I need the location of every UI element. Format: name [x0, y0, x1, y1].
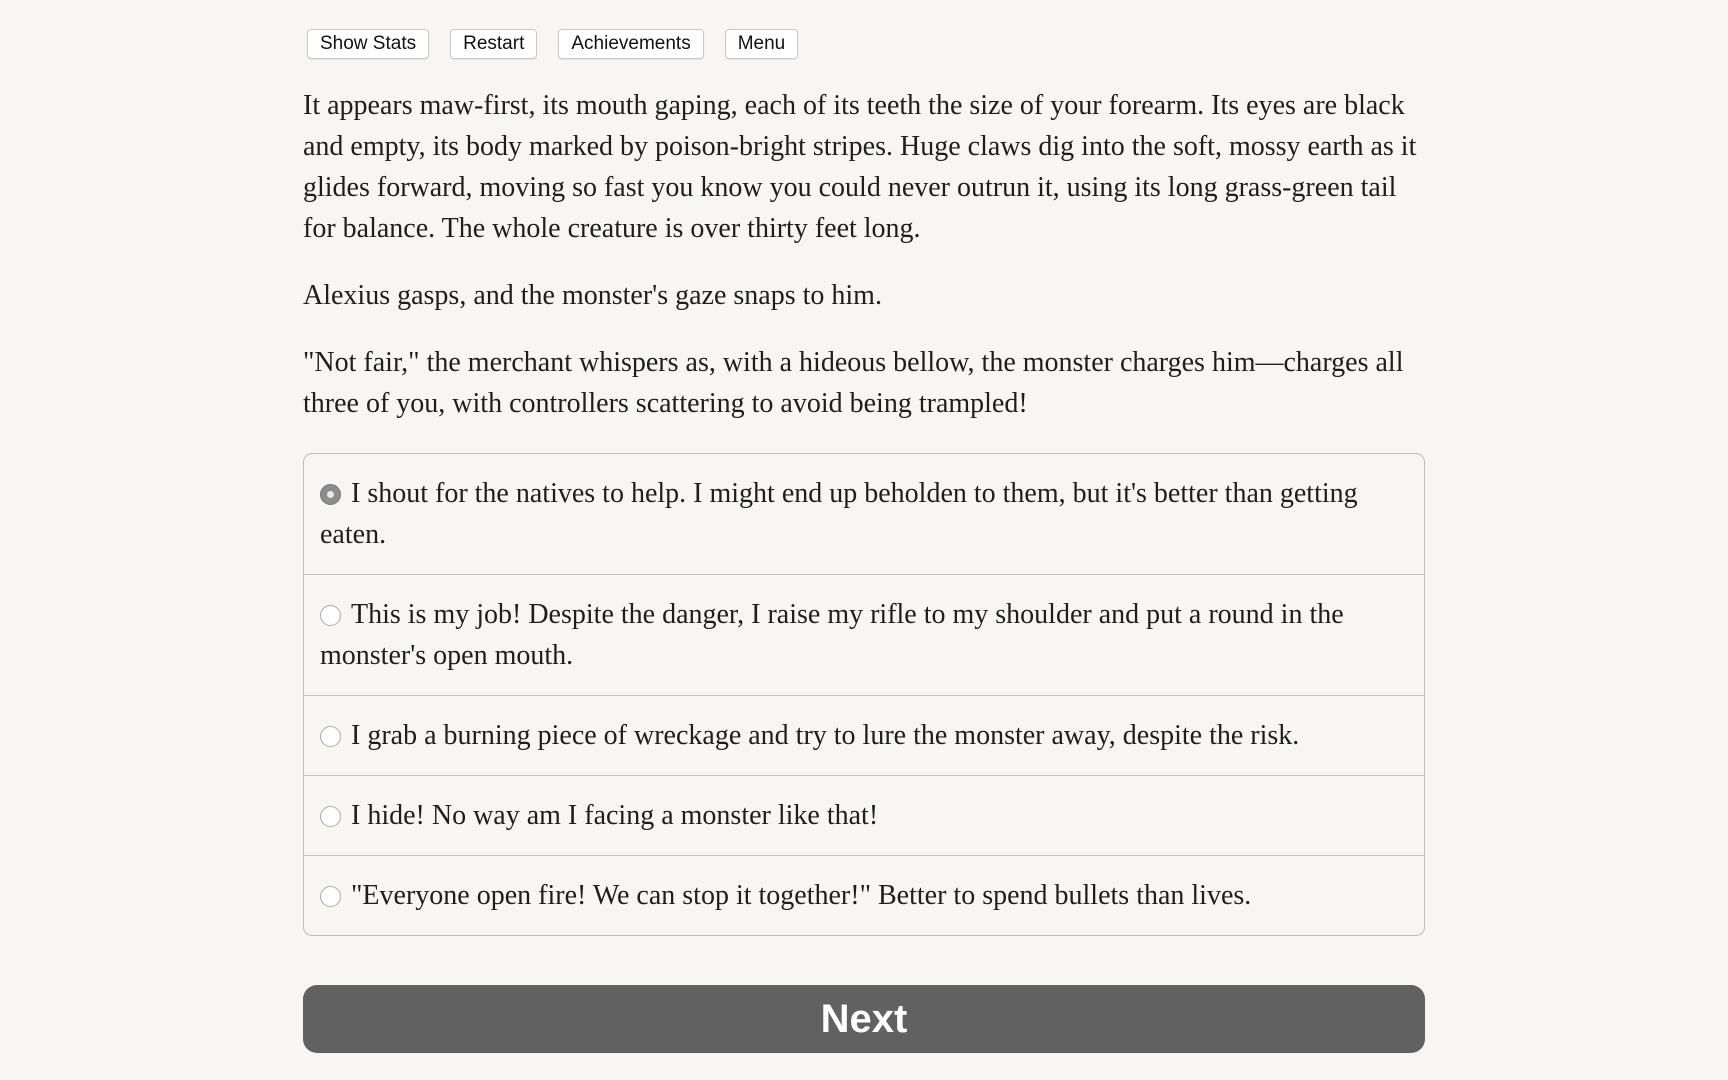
- choice-text: This is my job! Despite the danger, I raise my rifle to my shoulder and put a round in the monster's open mouth.: [320, 599, 1344, 671]
- show-stats-button[interactable]: Show Stats: [307, 29, 429, 59]
- achievements-button[interactable]: Achievements: [558, 29, 703, 59]
- next-button[interactable]: Next: [303, 985, 1425, 1053]
- restart-button[interactable]: Restart: [450, 29, 537, 59]
- choice-option[interactable]: [304, 856, 1424, 935]
- choice-list: [303, 453, 1425, 936]
- choice-text: I grab a burning piece of wreckage and try to lure the monster away, despite the risk.: [351, 720, 1300, 751]
- choice-text: I hide! No way am I facing a monster like that!: [351, 800, 879, 831]
- story-text: [303, 85, 1423, 450]
- choice-option[interactable]: [304, 454, 1424, 575]
- radio-button[interactable]: [320, 484, 341, 505]
- top-toolbar: [307, 29, 798, 59]
- choice-option[interactable]: [304, 776, 1424, 856]
- story-paragraph: Alexius gasps, and the monster's gaze snaps to him.: [303, 280, 882, 311]
- radio-button[interactable]: [320, 726, 341, 747]
- radio-button[interactable]: [320, 605, 341, 626]
- menu-button[interactable]: Menu: [725, 29, 799, 59]
- radio-button[interactable]: [320, 806, 341, 827]
- choice-text: "Everyone open fire! We can stop it together!" Better to spend bullets than lives.: [351, 880, 1252, 911]
- story-paragraph: "Not fair," the merchant whispers as, with a hideous bellow, the monster charges him—charges all three of you, with controllers scattering to avoid being trampled!: [303, 347, 1404, 419]
- choice-option[interactable]: [304, 575, 1424, 696]
- radio-button[interactable]: [320, 886, 341, 907]
- choice-text: I shout for the natives to help. I might end up beholden to them, but it's better than getting eaten.: [320, 478, 1358, 550]
- story-paragraph: It appears maw-first, its mouth gaping, each of its teeth the size of your forearm. Its eyes are black and empty, its body marked by poison-bright stripes. Huge claws dig into the soft, mossy earth as it glides forward, moving so fast you know you could never outrun it, using its long grass-green tail for balance. The whole creature is over thirty feet long.: [303, 90, 1417, 244]
- choice-option[interactable]: [304, 696, 1424, 776]
